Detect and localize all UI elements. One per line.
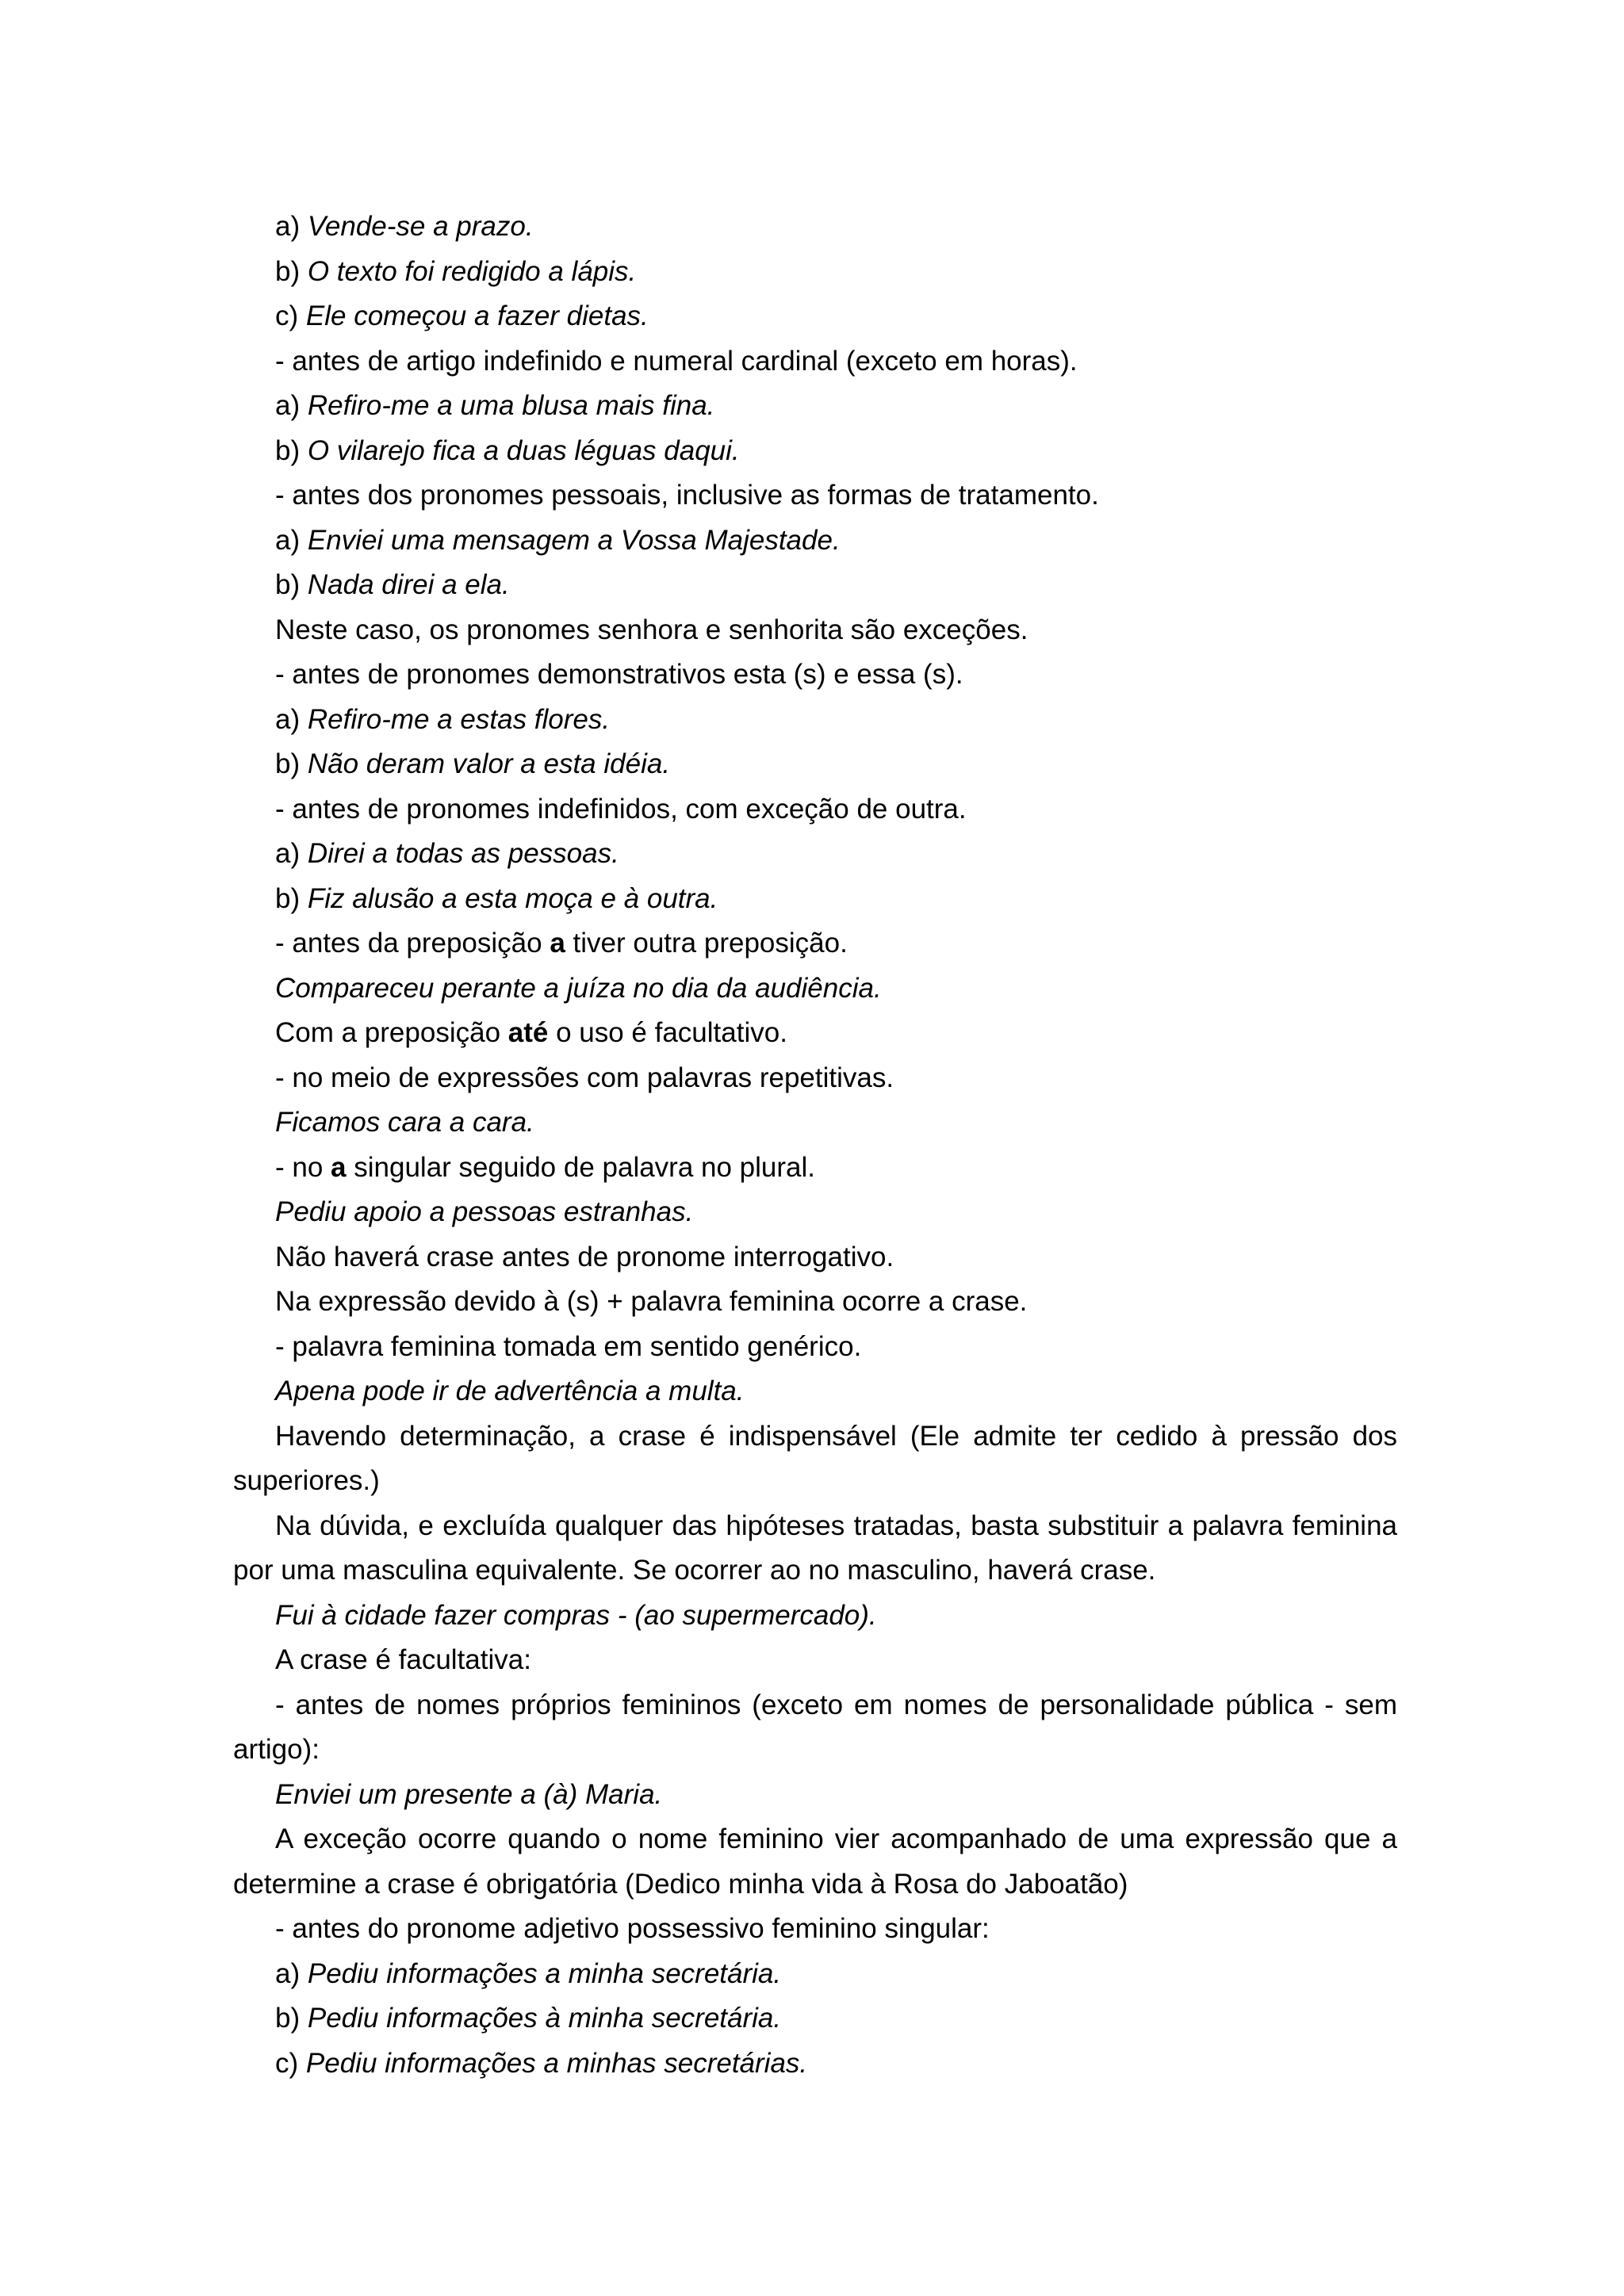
- example-line: a) Pediu informações a minha secretária.: [275, 1957, 782, 1989]
- rule-line: - antes do pronome adjetivo possessivo feminino singular:: [275, 1913, 990, 1944]
- example-line: Pediu apoio a pessoas estranhas.: [275, 1196, 694, 1227]
- note-line: Neste caso, os pronomes senhora e senhorita são exceções.: [275, 614, 1028, 645]
- rule-line: - antes da preposição a tiver outra preposição.: [275, 928, 848, 959]
- note-line: A crase é facultativa:: [275, 1644, 531, 1675]
- example-line: Ficamos cara a cara.: [275, 1107, 534, 1138]
- example-line: b) Pediu informações à minha secretária.: [275, 2003, 782, 2034]
- example-line: a) Direi a todas as pessoas.: [275, 838, 619, 869]
- example-line: c) Ele começou a fazer dietas.: [275, 300, 649, 331]
- rule-line: - antes de artigo indefinido e numeral cardinal (exceto em horas).: [275, 345, 1078, 377]
- example-line: b) O texto foi redigido a lápis.: [275, 255, 637, 287]
- example-line: a) Refiro-me a uma blusa mais fina.: [275, 390, 715, 421]
- paragraph: A exceção ocorre quando o nome feminino vier acompanhado de uma expressão que a determine a crase é obrigatória (Dedico minha vida à Rosa do Jaboatão): [233, 1823, 1397, 1900]
- example-line: Apena pode ir de advertência a multa.: [275, 1376, 745, 1406]
- note-line: Na expressão devido à (s) + palavra feminina ocorre a crase.: [275, 1286, 1028, 1317]
- example-line: a) Refiro-me a estas flores.: [275, 703, 611, 735]
- example-line: a) Vende-se a prazo.: [275, 211, 534, 242]
- example-line: Enviei um presente a (à) Maria.: [275, 1778, 663, 1810]
- rule-line: - antes de pronomes demonstrativos esta (s) e essa (s).: [275, 659, 963, 690]
- example-line: a) Enviei uma mensagem a Vossa Majestade.: [275, 524, 841, 556]
- example-line: Compareceu perante a juíza no dia da audiência.: [275, 972, 882, 1004]
- rule-line: - no a singular seguido de palavra no plural.: [275, 1151, 816, 1183]
- example-line: b) Não deram valor a esta idéia.: [275, 748, 671, 779]
- example-line: c) Pediu informações a minhas secretárias.: [275, 2047, 808, 2079]
- example-line: b) Fiz alusão a esta moça e à outra.: [275, 882, 718, 914]
- note-line: Com a preposição até o uso é facultativo.: [275, 1017, 787, 1048]
- rule-line: - no meio de expressões com palavras repetitivas.: [275, 1062, 894, 1093]
- example-line: b) O vilarejo fica a duas léguas daqui.: [275, 434, 740, 466]
- note-line: Não haverá crase antes de pronome interrogativo.: [275, 1241, 894, 1272]
- paragraph: Na dúvida, e excluída qualquer das hipóteses tratadas, basta substituir a palavra feminina por uma masculina equivalente. Se ocorrer ao no masculino, haverá crase.: [233, 1510, 1397, 1586]
- rule-line: - antes dos pronomes pessoais, inclusive as formas de tratamento.: [275, 480, 1099, 511]
- example-line: b) Nada direi a ela.: [275, 569, 510, 600]
- rule-line: - palavra feminina tomada em sentido genérico.: [275, 1330, 862, 1362]
- rule-line: - antes de nomes próprios femininos (exceto em nomes de personalidade pública - sem artigo):: [233, 1689, 1397, 1765]
- paragraph: Havendo determinação, a crase é indispensável (Ele admite ter cedido à pressão dos superiores.): [233, 1420, 1397, 1496]
- example-line: Fui à cidade fazer compras - (ao supermercado).: [275, 1599, 877, 1631]
- rule-line: - antes de pronomes indefinidos, com exceção de outra.: [275, 793, 967, 825]
- document-body: [233, 205, 1397, 2086]
